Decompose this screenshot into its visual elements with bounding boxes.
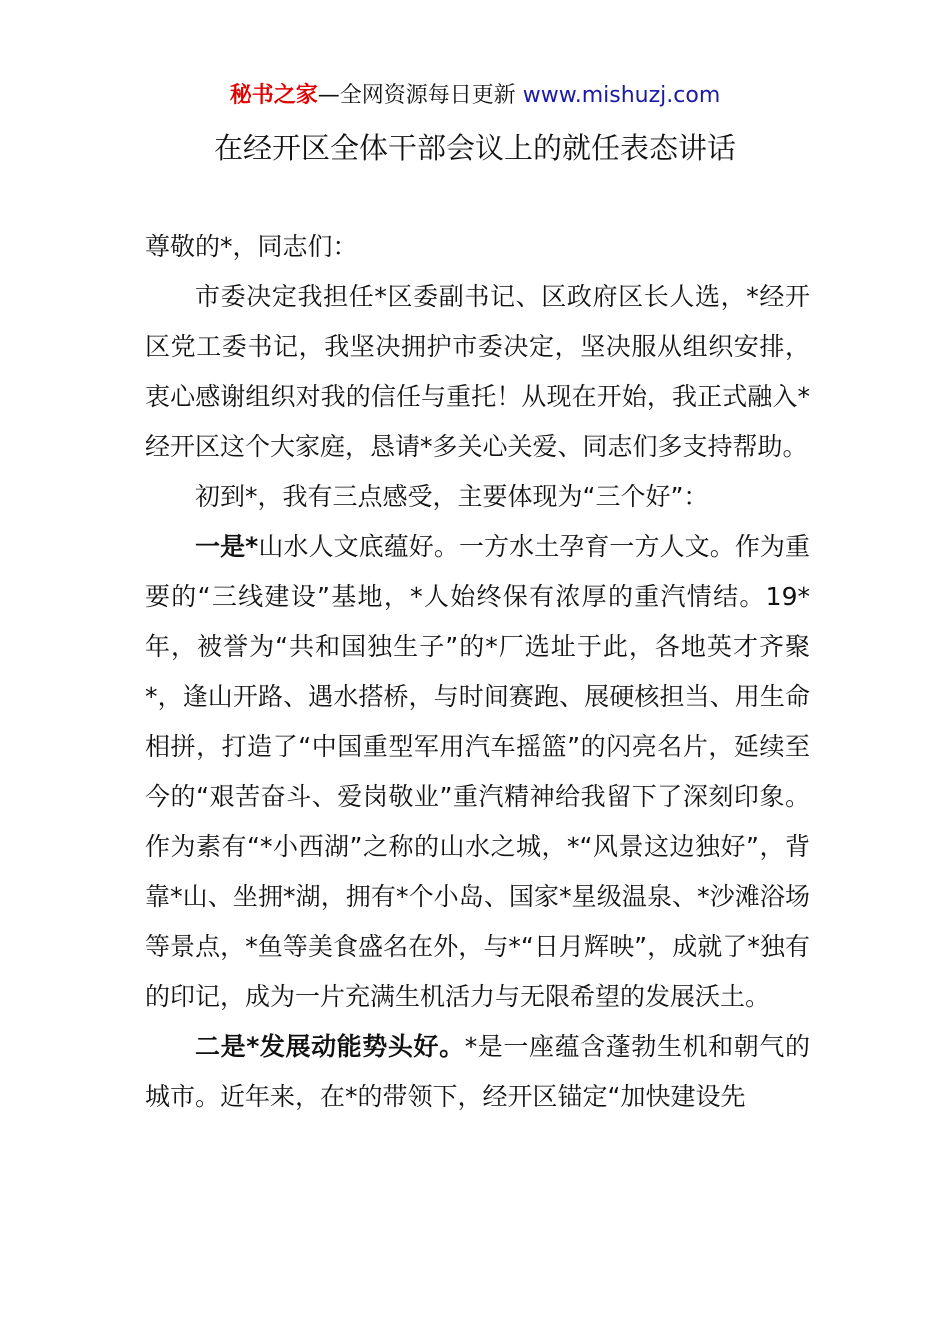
paragraph-2 bbox=[145, 472, 810, 522]
banner-tagline: —全网资源每日更新 bbox=[317, 83, 516, 108]
site-banner bbox=[0, 82, 950, 110]
document-body bbox=[145, 222, 810, 1122]
site-url-link[interactable]: www.mishuzj.com bbox=[522, 83, 721, 108]
paragraph-3 bbox=[145, 522, 810, 1022]
paragraph-4 bbox=[145, 1022, 810, 1122]
paragraph-text: 山水人文底蕴好。一方水土孕育一方人文。作为重要的“三线建设”基地，*人始终保有浓厚的重汽情结。19*年，被誉为“共和国独生子”的*厂选址于此，各地英才齐聚*，逢山开路、遇水搭桥，与时间赛跑、展硬核担当、用生命相拼，打造了“中国重型军用汽车摇篮”的闪亮名片，延续至今的“艰苦奋斗、爱岗敬业”重汽精神给我留下了深刻印象。作为素有“*小西湖”之称的山水之城，*“风景这边独好”，背靠*山、坐拥*湖，拥有*个小岛、国家*星级温泉、*沙滩浴场等景点，*鱼等美食盛名在外，与*“日月辉映”，成就了*独有的印记，成为一片充满生机活力与无限希望的发展沃土。 bbox=[145, 532, 810, 1011]
paragraph-1 bbox=[145, 272, 810, 472]
paragraph-text: 初到*，我有三点感受，主要体现为“三个好”： bbox=[195, 482, 709, 511]
paragraph-text: *是一座蕴含蓬勃生机和朝气的城市。近年来，在*的带领下，经开区锚定“加快建设先 bbox=[145, 1032, 810, 1111]
paragraph-lead: 一是* bbox=[195, 532, 259, 561]
brand-name: 秘书之家 bbox=[229, 83, 318, 108]
paragraph-text: 市委决定我担任*区委副书记、区政府区长人选，*经开区党工委书记，我坚决拥护市委决定，坚决服从组织安排，衷心感谢组织对我的信任与重托！从现在开始，我正式融入*经开区这个大家庭，恳请*多关心关爱、同志们多支持帮助。 bbox=[145, 282, 810, 461]
salutation: 尊敬的*，同志们： bbox=[145, 232, 358, 261]
document-title: 在经开区全体干部会议上的就任表态讲话 bbox=[213, 131, 736, 165]
paragraph-lead: 二是*发展动能势头好。 bbox=[195, 1032, 465, 1061]
